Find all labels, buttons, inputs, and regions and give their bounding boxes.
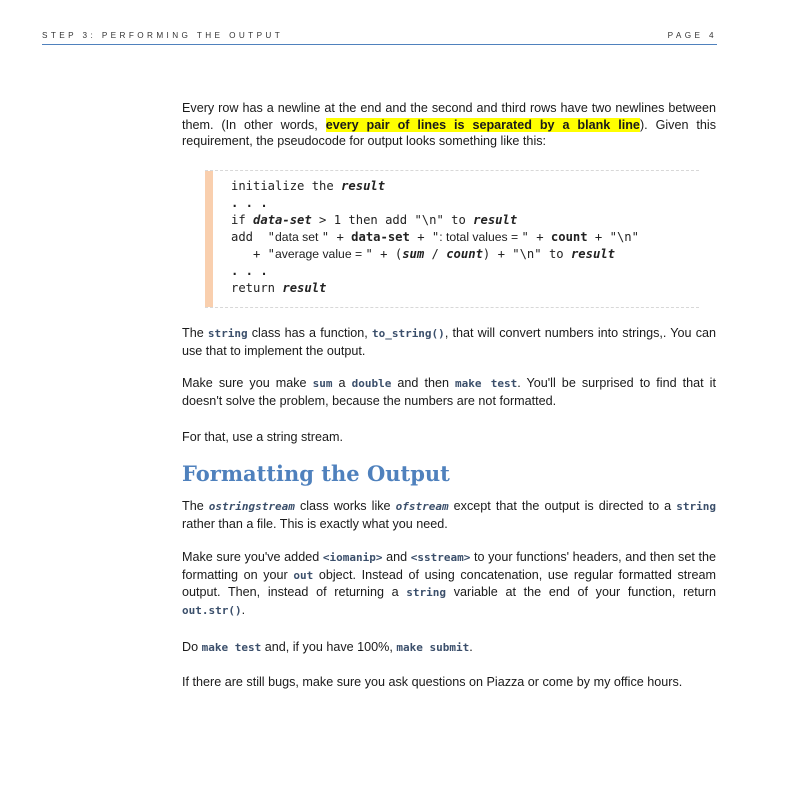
code-line: . . . <box>231 196 268 210</box>
bugs-paragraph: If there are still bugs, make sure you ask questions on Piazza or come by my office hours. <box>182 675 683 689</box>
code-line: add "data set " + data-set + ": total values = " + count + "\n" <box>231 230 639 244</box>
code-line: return result <box>231 281 327 295</box>
double-paragraph: Make sure you make sum a double and then make test. You'll be surprised to find that it doesn't solve the problem, because the numbers are not formatted. <box>182 376 716 408</box>
code-accent-bar <box>205 171 213 307</box>
code-line: . . . <box>231 264 268 278</box>
code-line: + "average value = " + (sum / count) + "\n" to result <box>231 247 615 261</box>
submit-paragraph: Do make test and, if you have 100%, make submit. <box>182 640 473 654</box>
highlighted-text: every pair of lines is separated by a blank line <box>325 117 640 132</box>
intro-paragraph: Every row has a newline at the end and the second and third rows have two newlines between them. (In other words, every pair of lines is separated by a blank line). Given this requirement, the pseudocode for output looks something like this: <box>182 101 716 148</box>
code-line: if data-set > 1 then add "\n" to result <box>231 213 518 227</box>
header-page-number: PAGE 4 <box>667 31 717 40</box>
string-paragraph: The string class has a function, to_string(), that will convert numbers into strings,. You can use that to implement the output. <box>182 326 716 358</box>
header-section-title: STEP 3: PERFORMING THE OUTPUT <box>42 31 284 40</box>
section-heading: Formatting the Output <box>182 461 450 486</box>
pseudocode-lines <box>231 178 639 297</box>
code-line: initialize the result <box>231 179 386 193</box>
ostringstream-paragraph: The ostringstream class works like ofstream except that the output is directed to a string rather than a file. This is exactly what you need. <box>182 499 717 531</box>
page-header <box>42 30 717 45</box>
pseudocode-block <box>205 170 699 308</box>
stream-paragraph: For that, use a string stream. <box>182 430 343 444</box>
headers-paragraph: Make sure you've added <iomanip> and <sstream> to your functions' headers, and then set the formatting on your out object. Instead of using concatenation, use regular formatted stream output. Then, instead of returning a string variable at the end of your function, return out.str(). <box>182 550 716 617</box>
